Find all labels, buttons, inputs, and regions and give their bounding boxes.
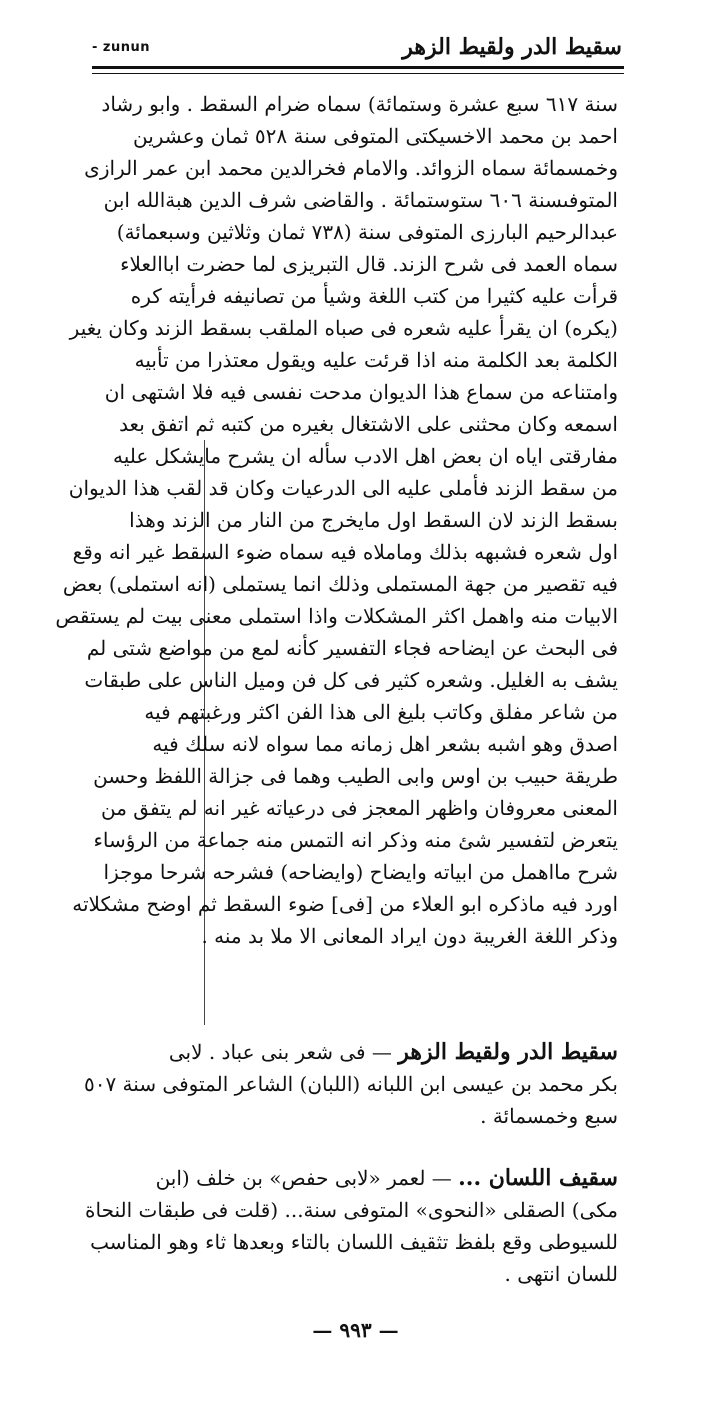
entry-first-line: [98, 1036, 618, 1068]
text-line: للسان انتهى .: [504, 1262, 618, 1286]
text-line: فى البحث عن ايضاحه فجاء التفسير كأنه لمع من مواضع شتى لم: [86, 636, 618, 660]
text-line: طريقة حبيب بن اوس وابى الطيب وهما فى جزالة اللفظ وحسن: [93, 764, 618, 788]
text-line: وخمسمائة سماه الزوائد. والامام فخرالدين محمد ابن عمر الرازى: [84, 156, 618, 180]
text-line: يتعرض لتفسير شئ منه وذكر انه التمس منه جماعة من الرؤساء: [93, 828, 618, 852]
text-line: مفارقتى اياه ان بعض اهل الادب سأله ان يشرح مايشكل عليه: [112, 444, 618, 468]
text-line: فيه تقصير من جهة المستملى وذلك انما يستملى (انه استملى) بعض: [62, 572, 618, 596]
text-line: سنة ٦١٧ سبع عشرة وستمائة) سماه ضرام السقط . وابو رشاد: [101, 92, 618, 116]
text-line: سبع وخمسمائة .: [480, 1104, 618, 1128]
entry-saqif-al-lisan: [85, 1162, 618, 1290]
text-line: سماه العمد فى شرح الزند. قال التبريزى لما حضرت اباالعلاء: [120, 252, 618, 276]
text-line: المتوفىسنة ٦٠٦ ستوستمائة . والقاضى شرف الدين هبةالله ابن: [103, 188, 618, 212]
text-line: للسيوطى وقع بلفظ تثقيف اللسان بالتاء وبعدها ثاء وهو المناسب: [90, 1230, 618, 1254]
text-line: بسقط الزند لان السقط اول مايخرج من النار من الزند وهذا: [129, 508, 618, 532]
running-header: [92, 34, 622, 64]
entry-heading-rest: — فى شعر بنى عباد . لابى: [168, 1040, 399, 1064]
text-line: اصدق وهو اشبه بشعر اهل زمانه مما سواه لانه سلك فيه: [152, 732, 618, 756]
text-line: الابيات منه واهمل اكثر المشكلات واذا استملى معنى بيت لم يستقص: [55, 604, 618, 628]
text-line: قرأت عليه كثيرا من كتب اللغة وشيأ من تصانيفه فرأيته كره: [130, 284, 618, 308]
text-line: من سقط الزند فأملى عليه الى الدرعيات وكان قد لقب هذا الديوان: [68, 476, 618, 500]
entry-heading: سقيط الدر ولقيط الزهر: [398, 1039, 618, 1065]
text-line: وذكر اللغة الغريبة دون ايراد المعانى الا ملا بد منه .: [201, 924, 618, 948]
text-line: اورد فيه ماذكره ابو العلاء من [فى] ضوء السقط ثم اوضح مشكلاته: [72, 892, 618, 916]
text-line: المعنى معروفان واظهر المعجز فى درعياته غير انه لم يتفق من: [101, 796, 618, 820]
text-line: اسمعه وكان محثنى على الاشتغال بغيره من كتبه ثم اتفق بعد: [119, 412, 618, 436]
entry-first-line: [98, 1162, 618, 1194]
text-line: اول شعره فشبهه بذلك وماملاه فيه سماه ضوء السقط غير انه وقع: [72, 540, 618, 564]
header-rule-thin: [92, 73, 624, 74]
text-line: شرح مااهمل من ابياته وايضاح (وايضاحه) فشرحه شرحا موجزا: [103, 860, 618, 884]
entry-saqit-al-durr: [83, 1036, 618, 1132]
text-line: (يكره) ان يقرأ عليه شعره فى صباه الملقب بسقط الزند وكان يغير: [69, 316, 618, 340]
entry-heading: سقيف اللسان ...: [458, 1165, 618, 1191]
header-rule-thick: [92, 66, 624, 69]
entry-heading-rest: — لعمر «لابى حفص» بن خلف (ابن: [155, 1166, 459, 1190]
text-line: عبدالرحيم البارزى المتوفى سنة (٧٣٨ ثمان وثلاثين وسبعمائة): [116, 220, 618, 244]
text-line: الكلمة بعد الكلمة منه اذا قرئت عليه ويقول معتذرا من تأبيه: [134, 348, 618, 372]
text-line: مكى) الصقلى «النحوى» المتوفى سنة... (قلت فى طبقات النحاة: [85, 1198, 618, 1222]
running-tag: - zunun: [92, 40, 151, 55]
running-title: سقيط الدر ولقيط الزهر: [402, 34, 622, 60]
text-line: يشف به الغليل. وشعره كثير فى كل فن وميل الناس على طبقات: [84, 668, 618, 692]
page-number: — ٩٩٣ —: [312, 1318, 399, 1342]
paragraph-saqt-commentaries: [55, 88, 618, 952]
text-line: وامتناعه من سماع هذا الديوان مدحت نفسى فيه فلا اشتهى ان: [104, 380, 618, 404]
text-line: بكر محمد بن عيسى ابن اللبانه (اللبان) الشاعر المتوفى سنة ٥٠٧: [83, 1072, 618, 1096]
text-line: احمد بن محمد الاخسيكتى المتوفى سنة ٥٢٨ ثمان وعشرين: [132, 124, 618, 148]
text-line: من شاعر مفلق وكاتب بليغ الى هذا الفن اكثر ورغبتهم فيه: [144, 700, 618, 724]
